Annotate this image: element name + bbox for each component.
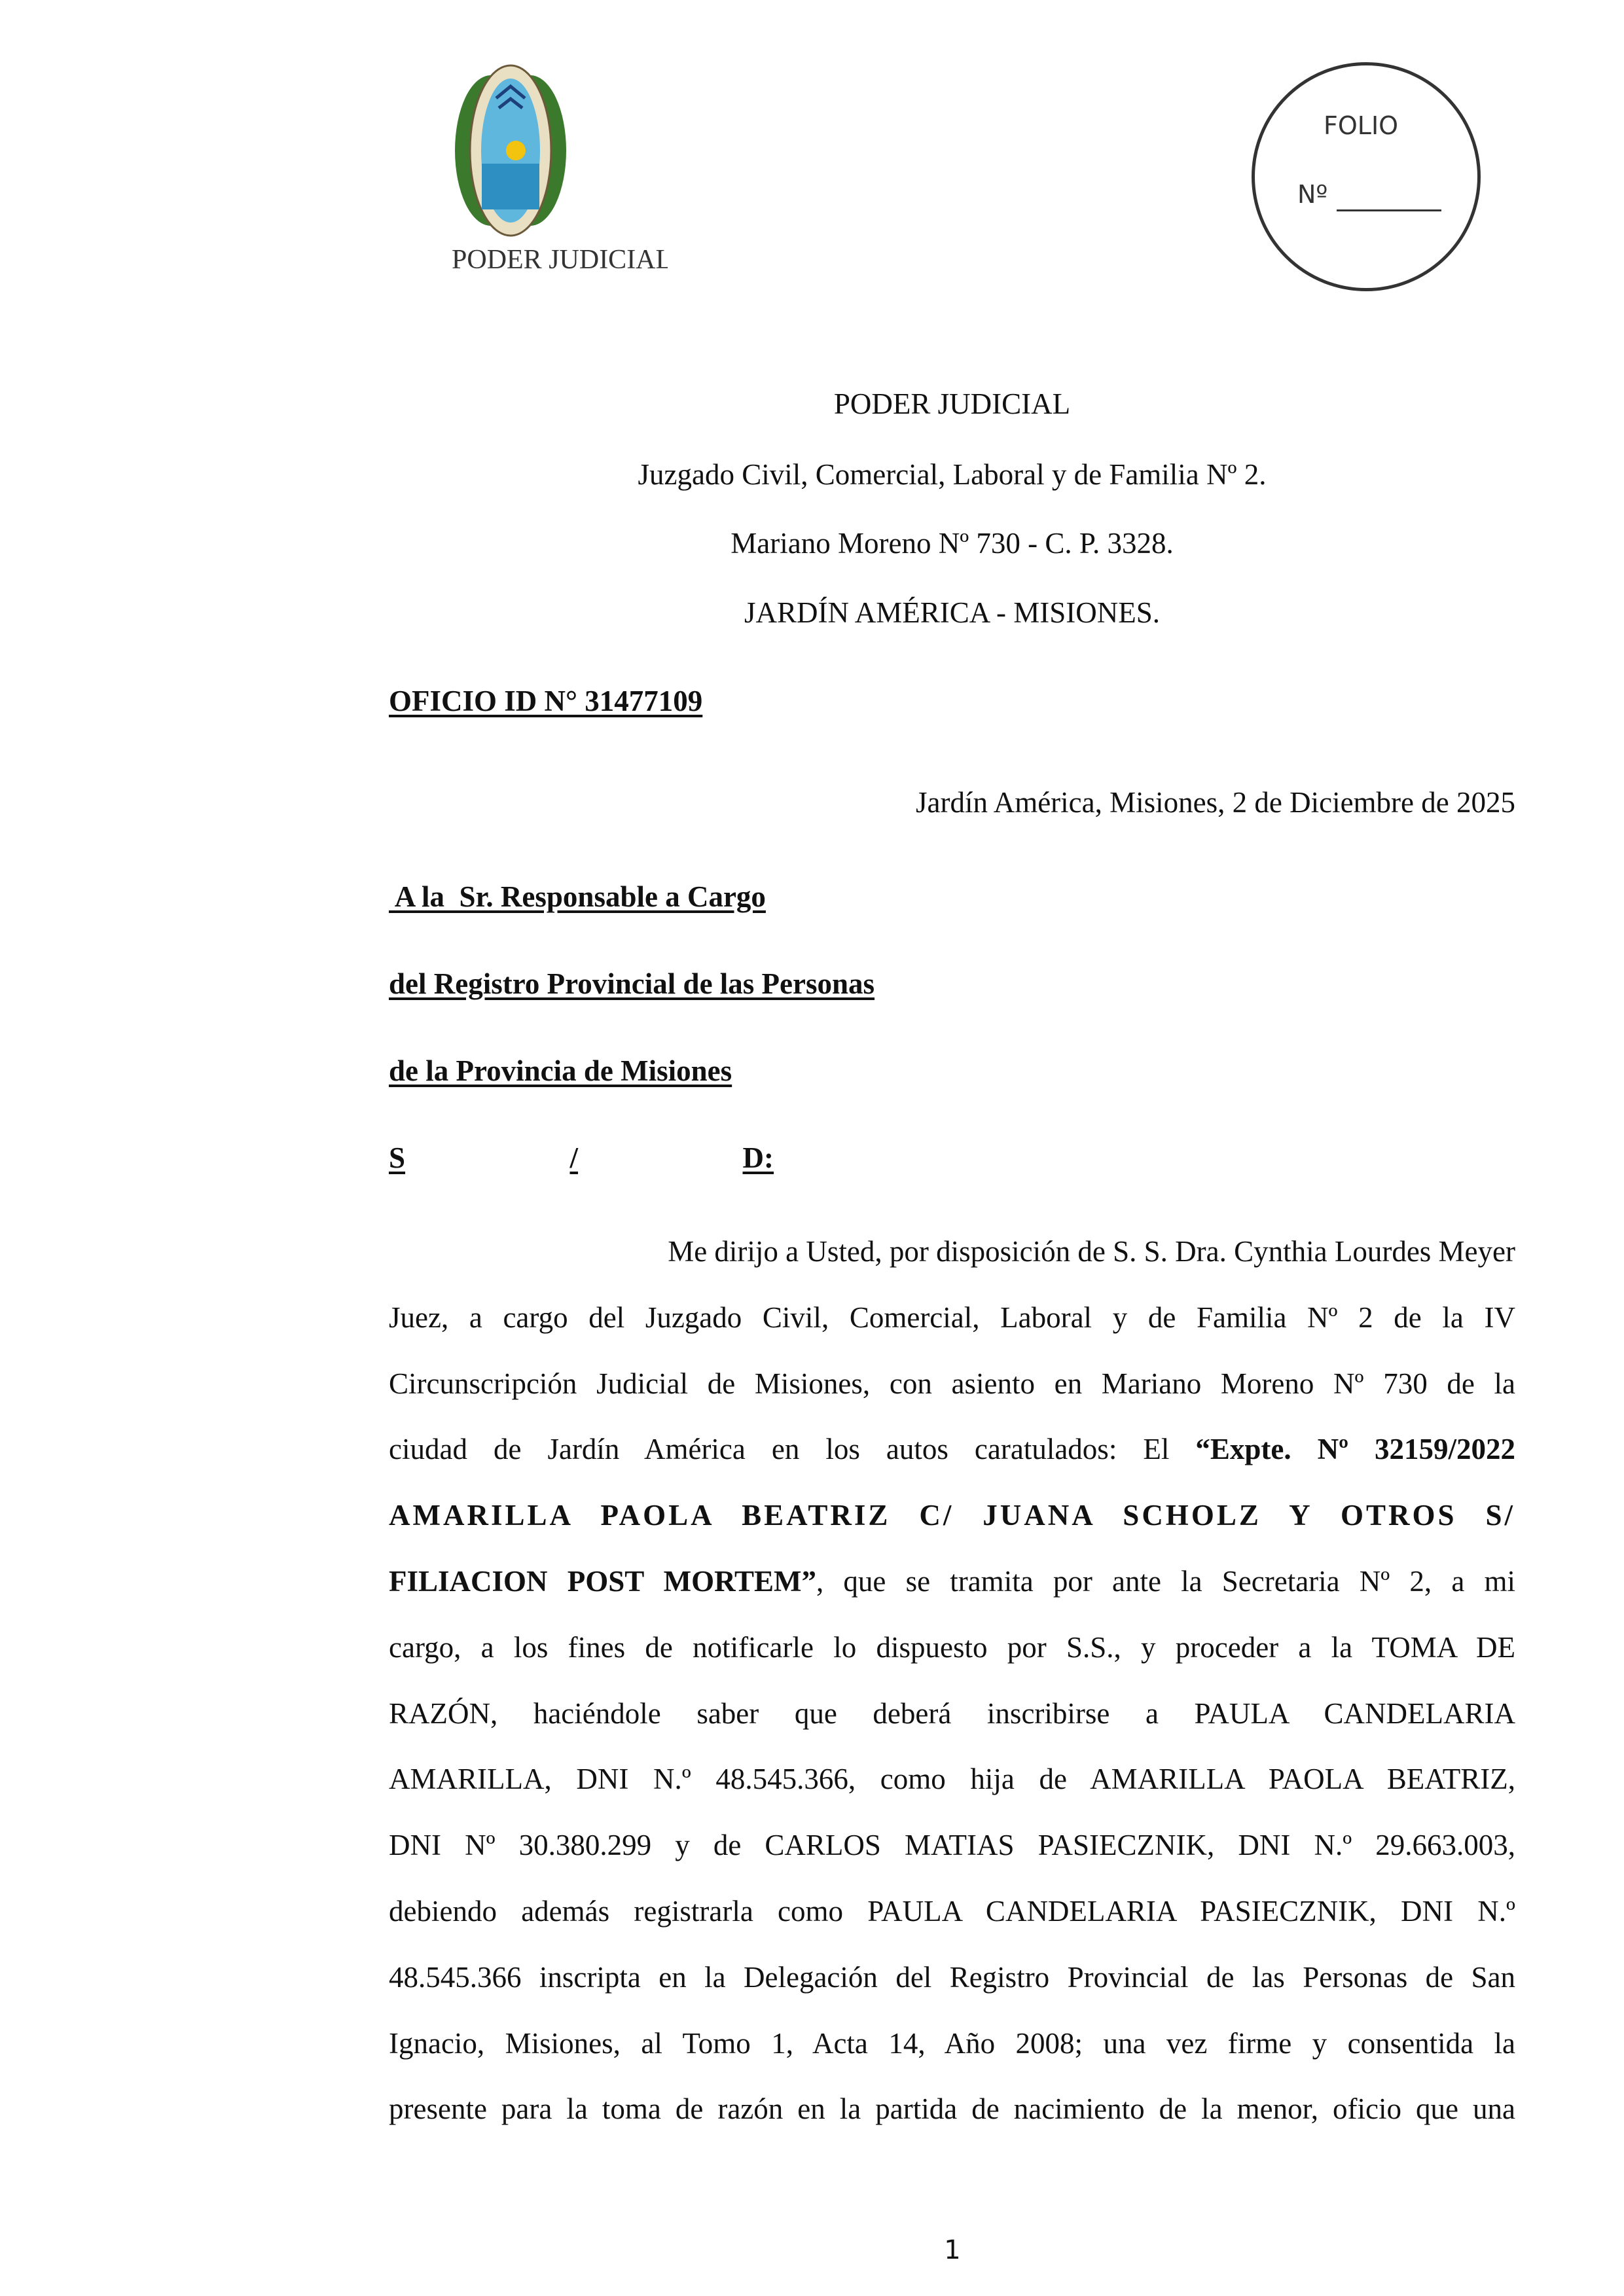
folio-label: FOLIO [1324,111,1399,140]
folio-number-blank [1337,209,1441,211]
case-number: “Expte. Nº 32159/2022 [1195,1433,1515,1466]
body-line: RAZÓN, haciéndole saber que deberá inscribirse a PAULA CANDELARIA [389,1696,1515,1730]
body-line: DNI Nº 30.380.299 y de CARLOS MATIAS PASIECZNIK, DNI N.º 29.663.003, [389,1829,1515,1862]
sd-d: D: [742,1141,774,1174]
body-line: FILIACION POST MORTEM”, que se tramita por ante la Secretaria Nº 2, a mi [389,1564,1515,1598]
addressee-line-2: del Registro Provincial de las Personas [389,967,875,1000]
addressee-sd [389,1141,774,1174]
body-line: AMARILLA, DNI N.º 48.545.366, como hija de AMARILLA PAOLA BEATRIZ, [389,1763,1515,1796]
document-date: Jardín América, Misiones, 2 de Diciembre de 2025 [915,786,1515,819]
body-line: Circunscripción Judicial de Misiones, con asiento en Mariano Moreno Nº 730 de la [389,1367,1515,1400]
body-line: Ignacio, Misiones, al Tomo 1, Acta 14, Año 2008; una vez firme y consentida la [389,2026,1515,2060]
sd-s: S [389,1141,406,1174]
body-line: Juez, a cargo del Juzgado Civil, Comercial, Laboral y de Familia Nº 2 de la IV [389,1300,1515,1334]
body-paragraph [389,1234,1515,2157]
body-line: 48.545.366 inscripta en la Delegación del Registro Provincial de las Personas de San [389,1960,1515,1994]
case-title-line: AMARILLA PAOLA BEATRIZ C/ JUANA SCHOLZ Y OTROS S/ [389,1499,1515,1532]
folio-stamp [1252,62,1481,291]
addressee-line-1: A la Sr. Responsable a Cargo [389,880,766,913]
body-line: debiendo además registrarla como PAULA CANDELARIA PASIECZNIK, DNI N.º [389,1894,1515,1928]
header-juzgado: Juzgado Civil, Comercial, Laboral y de Familia Nº 2. [638,458,1267,491]
folio-number-label: Nº [1297,180,1328,209]
header-court: PODER JUDICIAL [833,387,1071,420]
header-address: Mariano Moreno Nº 730 - C. P. 3328. [731,527,1174,560]
addressee-line-3: de la Provincia de Misiones [389,1054,732,1087]
body-line: cargo, a los fines de notificarle lo dispuesto por S.S., y proceder a la TOMA DE [389,1630,1515,1664]
misiones-coat-of-arms-icon [419,52,668,278]
page-number: 1 [944,2235,961,2265]
oficio-id: OFICIO ID N° 31477109 [389,685,703,717]
body-line: Me dirijo a Usted, por disposición de S. S. Dra. Cynthia Lourdes Meyer [668,1235,1515,1268]
sd-slash: / [569,1141,579,1174]
header-city: JARDÍN AMÉRICA - MISIONES. [744,596,1161,629]
body-line: ciudad de Jardín América en los autos caratulados: El “Expte. Nº 32159/2022 [389,1433,1515,1466]
case-title-end: FILIACION POST MORTEM” [389,1564,816,1598]
svg-text:PODER JUDICIAL: PODER JUDICIAL [452,245,668,275]
poder-judicial-logo [419,52,668,278]
body-line: presente para la toma de razón en la partida de nacimiento de la menor, oficio que una [389,2092,1515,2126]
